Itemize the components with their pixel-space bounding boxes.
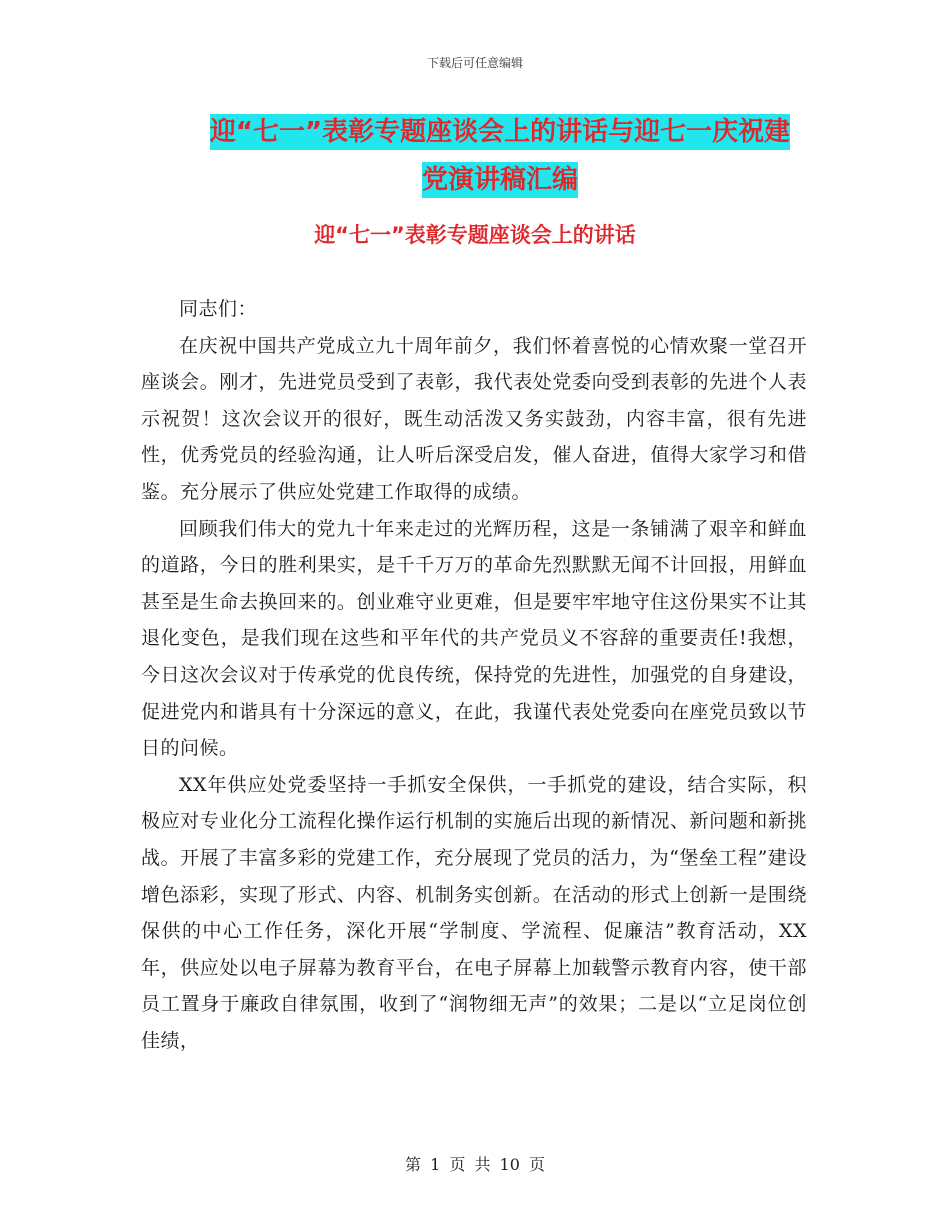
document-title-line-2: 党演讲稿汇编 xyxy=(422,162,578,198)
paragraph: 在庆祝中国共产党成立九十周年前夕，我们怀着喜悦的心情欢聚一堂召开座谈会。刚才，先进党员受到了表彰，我代表处党委向受到表彰的先进个人表示祝贺！这次会议开的很好，既生动活泼又务实鼓劲，内容丰富，很有先进性，优秀党员的经验沟通，让人听后深受启发，催人奋进，值得大家学习和借鉴。充分展示了供应处党建工作取得的成绩。 xyxy=(141,334,807,503)
body-text xyxy=(141,291,807,1059)
paragraph-salutation: 同志们： xyxy=(179,298,258,320)
page-number-footer: 第 1 页 共 10 页 xyxy=(405,1155,545,1174)
header-note: 下载后可任意编辑 xyxy=(426,56,523,70)
paragraph: XX年供应处党委坚持一手抓安全保供，一手抓党的建设，结合实际，积极应对专业化分工流程化操作运行机制的实施后出现的新情况、新问题和新挑战。开展了丰富多彩的党建工作，充分展现了党员的活力，为“堡垒工程”建设增色添彩，实现了形式、内容、机制务实创新。在活动的形式上创新一是围绕保供的中心工作任务，深化开展“学制度、学流程、促廉洁”教育活动，XX年，供应处以电子屏幕为教育平台，在电子屏幕上加载警示教育内容，使干部员工置身于廉政自律氛围，收到了“润物细无声”的效果；二是以“立足岗位创佳绩， xyxy=(141,773,807,1052)
document-title-line-1: 迎“七一”表彰专题座谈会上的讲话与迎七一庆祝建 xyxy=(210,114,790,150)
section-title: 迎“七一”表彰专题座谈会上的讲话 xyxy=(314,223,636,247)
document-title xyxy=(140,108,860,204)
paragraph: 回顾我们伟大的党九十年来走过的光辉历程，这是一条铺满了艰辛和鲜血的道路，今日的胜利果实，是千千万万的革命先烈默默无闻不计回报，用鲜血甚至是生命去换回来的。创业难守业更难，但是要牢牢地守住这份果实不让其退化变色，是我们现在这些和平年代的共产党员义不容辞的重要责任!我想，今日这次会议对于传承党的优良传统，保持党的先进性，加强党的自身建设，促进党内和谐具有十分深远的意义，在此，我谨代表处党委向在座党员致以节日的问候。 xyxy=(141,517,807,760)
